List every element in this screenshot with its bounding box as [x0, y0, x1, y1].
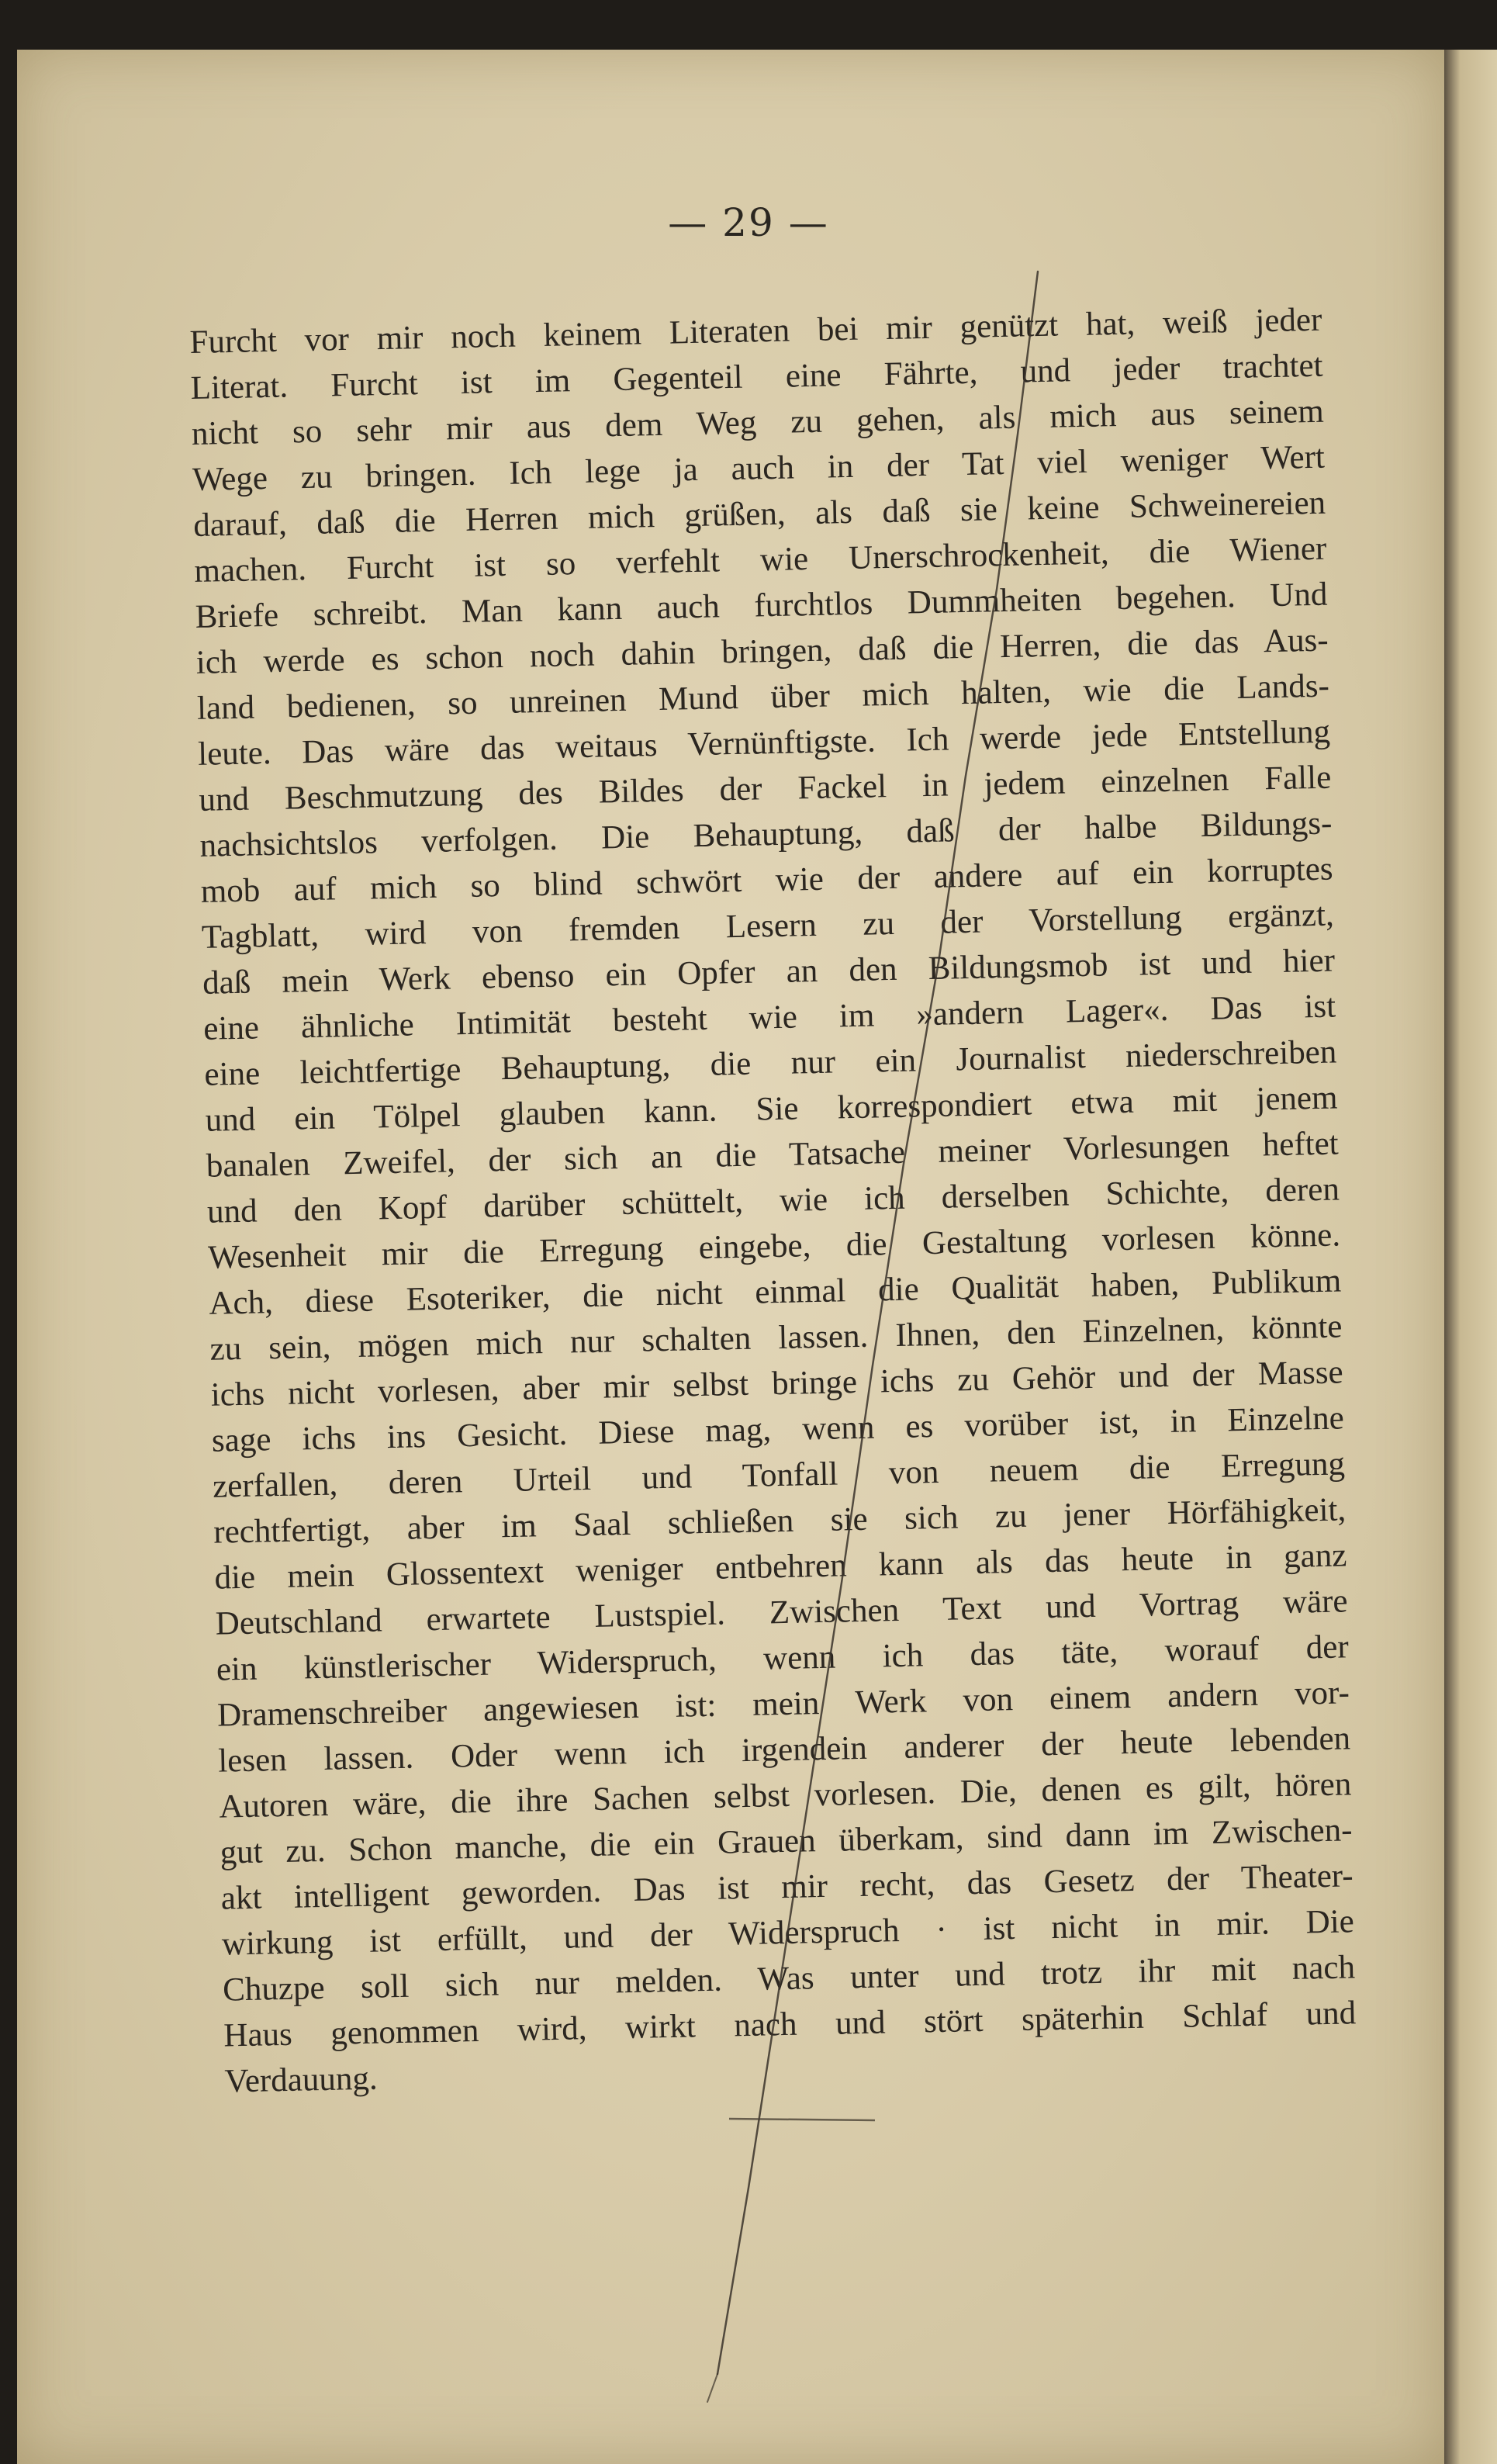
- text-line: die mein Glossentext weniger entbehren kann als das heute in ganz: [214, 1537, 1347, 1597]
- text-line: ichs nicht vorlesen, aber mir selbst bringe ichs zu Gehör und der Masse: [210, 1354, 1344, 1414]
- text-line: und ein Tölpel glauben kann. Sie korrespondiert etwa mit jenem: [205, 1079, 1338, 1139]
- text-line: zu sein, mögen mich nur schalten lassen. Ihnen, den Einzelnen, könnte: [209, 1308, 1343, 1368]
- text-line: eine leichtfertige Behauptung, die nur ein Journalist niederschreiben: [204, 1033, 1337, 1093]
- text-line: ein künstlerischer Widerspruch, wenn ich das täte, worauf der: [216, 1628, 1350, 1688]
- text-line: sage ichs ins Gesicht. Diese mag, wenn es vorüber ist, in Einzelne: [211, 1400, 1345, 1459]
- text-line: und Beschmutzung des Bildes der Fackel in jedem einzelnen Falle: [198, 759, 1332, 818]
- text-line: eine ähnliche Intimität besteht wie im »andern Lager«. Das ist: [202, 988, 1336, 1047]
- text-line: Deutschland erwartete Lustspiel. Zwischen Text und Vortrag wäre: [215, 1583, 1348, 1642]
- text-line: banalen Zweifel, der sich an die Tatsache meiner Vorlesungen heftet: [206, 1125, 1340, 1185]
- text-line: Chuzpe soll sich nur melden. Was unter und trotz ihr mit nach: [222, 1949, 1356, 2009]
- text-line: mob auf mich so blind schwört wie der andere auf ein korruptes: [200, 850, 1333, 910]
- text-line: zerfallen, deren Urteil und Tonfall von neuem die Erregung: [212, 1445, 1346, 1505]
- text-line: ich werde es schon noch dahin bringen, daß die Herren, die das Aus-: [195, 621, 1329, 681]
- text-line: land bedienen, so unreinen Mund über mich halten, wie die Lands-: [196, 667, 1330, 727]
- text-line: darauf, daß die Herren mich grüßen, als daß sie keine Schweinereien: [192, 484, 1326, 544]
- text-line: akt intelligent geworden. Das ist mir recht, das Gesetz der Theater-: [220, 1857, 1354, 1917]
- text-line: nachsichtslos verfolgen. Die Behauptung, daß der halbe Bildungs-: [199, 805, 1333, 864]
- text-line: Ach, diese Esoteriker, die nicht einmal die Qualität haben, Publikum: [208, 1262, 1342, 1322]
- text-line: nicht so sehr mir aus dem Weg zu gehen, als mich aus seinem: [191, 393, 1325, 452]
- text-line: Literat. Furcht ist im Gegenteil eine Fährte, und jeder trachtet: [190, 347, 1323, 407]
- text-line: lesen lassen. Oder wenn ich irgendein anderer der heute lebenden: [217, 1720, 1351, 1780]
- next-page-edge: [1444, 50, 1497, 2464]
- text-line: Verdauung.: [224, 2060, 379, 2100]
- page-number: — 29 —: [668, 200, 829, 245]
- body-text: [189, 297, 1357, 2105]
- text-line: Dramenschreiber angewiesen ist: mein Werk von einem andern vor-: [216, 1674, 1350, 1734]
- text-line: Furcht vor mir noch keinem Literaten bei mir genützt hat, weiß jeder: [189, 301, 1322, 361]
- text-line: wirkung ist erfüllt, und der Widerspruch · ist nicht in mir. Die: [221, 1903, 1355, 1963]
- text-line: Haus genommen wird, wirkt nach und stört späterhin Schlaf und: [223, 1995, 1357, 2054]
- text-line: rechtfertigt, aber im Saal schließen sie sich zu jener Hörfähigkeit,: [213, 1491, 1347, 1551]
- text-line: Wege zu bringen. Ich lege ja auch in der Tat viel weniger Wert: [192, 438, 1326, 498]
- text-line: Tagblatt, wird von fremden Lesern zu der Vorstellung ergänzt,: [201, 896, 1335, 956]
- text-line: Autoren wäre, die ihre Sachen selbst vorlesen. Die, denen es gilt, hören: [219, 1766, 1352, 1826]
- text-line: leute. Das wäre das weitaus Vernünftigste. Ich werde jede Entstellung: [197, 713, 1331, 773]
- text-line: machen. Furcht ist so verfehlt wie Unerschrockenheit, die Wiener: [194, 530, 1327, 590]
- text-line: Wesenheit mir die Erregung eingebe, die Gestaltung vorlesen könne.: [207, 1216, 1341, 1276]
- text-line: Briefe schreibt. Man kann auch furchtlos Dummheiten begehen. Und: [195, 576, 1328, 635]
- text-line: und den Kopf darüber schüttelt, wie ich derselben Schichte, deren: [206, 1171, 1340, 1230]
- text-line: daß mein Werk ebenso ein Opfer an den Bildungsmob ist und hier: [202, 942, 1336, 1002]
- text-line: gut zu. Schon manche, die ein Grauen überkam, sind dann im Zwischen-: [220, 1812, 1353, 1871]
